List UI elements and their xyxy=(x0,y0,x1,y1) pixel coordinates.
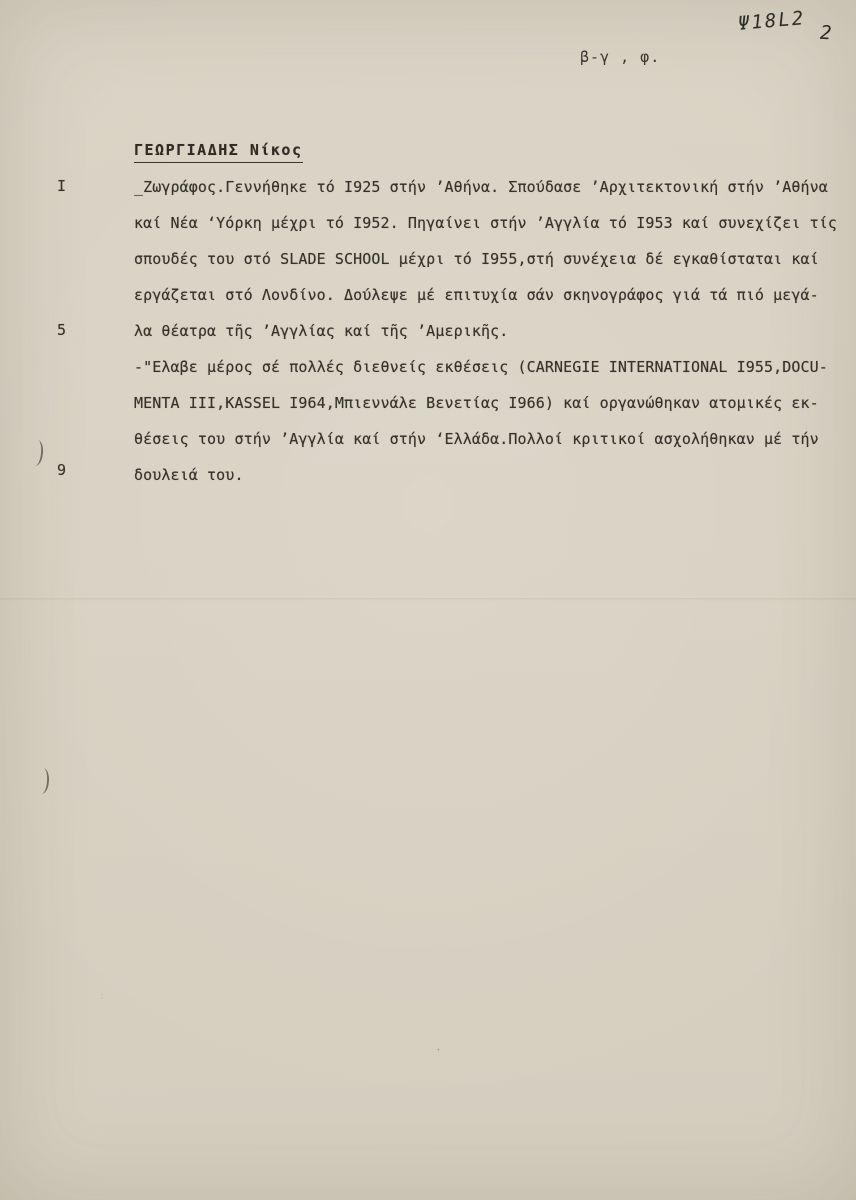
typed-classification-code: β-γ , φ. xyxy=(580,48,661,66)
body-line-5: λα θέατρα τῆς ’Αγγλίας καί τῆς ’Αμερικῆς. xyxy=(134,322,509,340)
paper-speck-upper: ﹕ xyxy=(98,991,106,1000)
pen-mark-lower xyxy=(35,768,50,795)
body-line-6: -"Ελαβε μέρος σέ πολλές διεθνείς εκθέσεις (CARNEGIE INTERNATIONAL Ι955,DOCU- xyxy=(134,358,828,376)
body-line-3: σπουδές του στό SLADE SCHOOL μέχρι τό Ι955,στή συνέχεια δέ εγκαθίσταται καί xyxy=(134,250,819,268)
paper-fold-crease xyxy=(0,598,856,601)
margin-line-number-1: I xyxy=(57,177,67,195)
margin-line-number-9: 9 xyxy=(57,461,67,479)
paper-speck-lower: ﹢ xyxy=(434,1045,444,1055)
body-line-1: _Ζωγράφος.Γεννήθηκε τό Ι925 στήν ’Αθήνα. Σπούδασε ’Αρχιτεκτονική στήν ’Αθήνα xyxy=(134,178,828,196)
body-line-8: θέσεις του στήν ’Αγγλία καί στήν ‘Ελλάδα.Πολλοί κριτικοί ασχολήθηκαν μέ τήν xyxy=(134,430,819,448)
handwritten-ref-code: Ψ18L2 xyxy=(737,7,807,35)
body-line-9: δουλειά του. xyxy=(134,466,244,484)
handwritten-page-number: 2 xyxy=(819,21,833,45)
pen-mark-upper xyxy=(29,439,45,466)
document-body xyxy=(134,176,838,500)
margin-line-number-5: 5 xyxy=(57,321,67,339)
body-line-2: καί Νέα ‘Υόρκη μέχρι τό Ι952. Πηγαίνει στήν ’Αγγλία τό Ι953 καί συνεχίζει τίς xyxy=(134,214,838,232)
body-line-4: εργάζεται στό Λονδίνο. Δούλεψε μέ επιτυχία σάν σκηνογράφος γιά τά πιό μεγά- xyxy=(134,286,819,304)
document-title: ΓΕΩΡΓΙΑΔΗΣ Νίκος xyxy=(134,141,303,163)
body-line-7: MENTA III,KASSEL Ι964,Μπιεννάλε Βενετίας Ι966) καί οργανώθηκαν ατομικές εκ- xyxy=(134,394,819,412)
